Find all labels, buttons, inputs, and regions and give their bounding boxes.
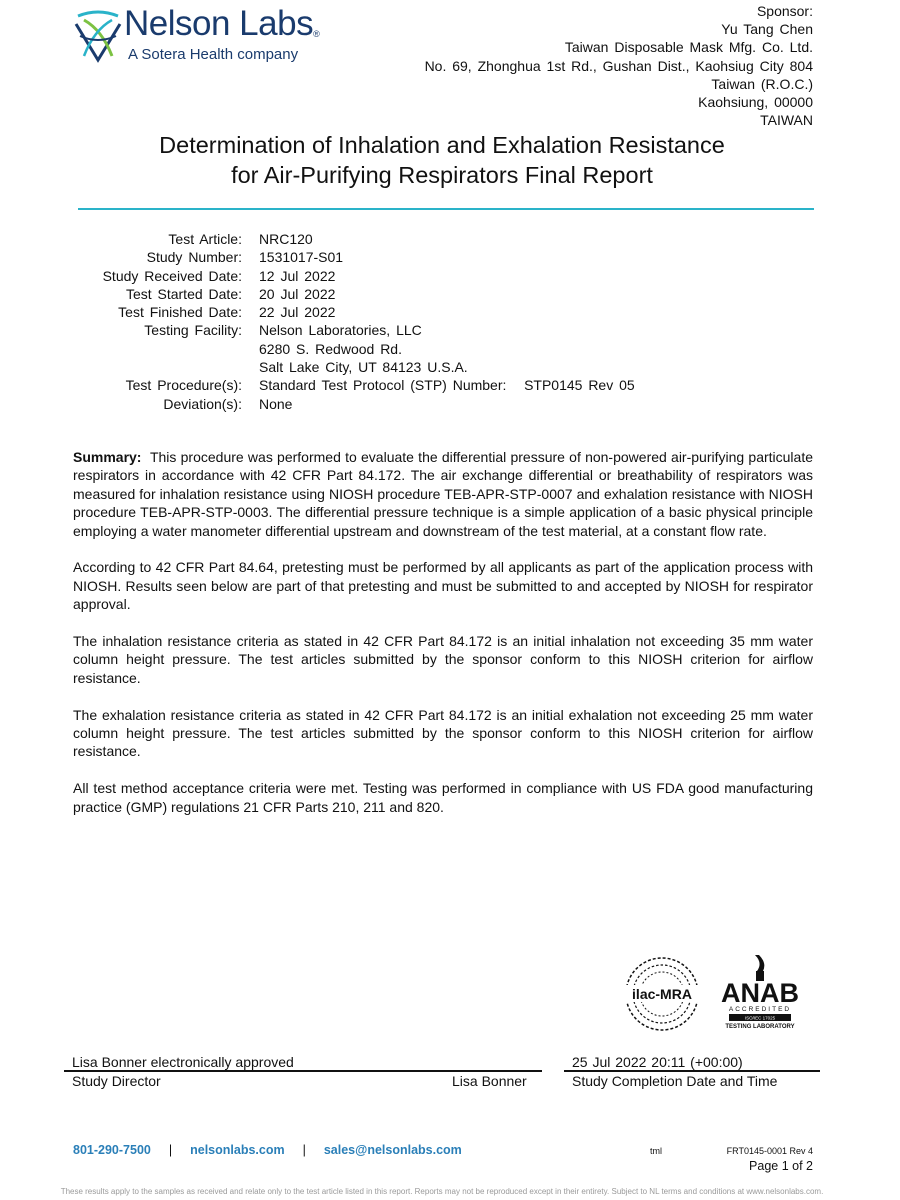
anab-accreditation-logo (711, 953, 809, 1033)
meta-value: Salt Lake City, UT 84123 U.S.A. (259, 359, 468, 376)
company-logo (72, 4, 332, 68)
anab-lab-text: TESTING LABORATORY (725, 1024, 795, 1030)
completion-datetime: 25 Jul 2022 20:11 (+00:00) (572, 1054, 743, 1070)
signature-approval: Lisa Bonner electronically approved (72, 1054, 294, 1070)
meta-value: 20 Jul 2022 (259, 285, 336, 302)
report-title (0, 130, 884, 190)
sponsor-company: Taiwan Disposable Mask Mfg. Co. Ltd. (564, 39, 813, 56)
meta-value: Standard Test Protocol (STP) Number: STP0145 Rev 05 (259, 377, 635, 394)
logo-wordmark: Nelson Labs® (124, 4, 320, 43)
compliance-paragraph: All test method acceptance criteria were met. Testing was performed in compliance with US FDA good manufacturing practice (GMP) regulations 21 CFR Parts 210, 211 and 820. (73, 780, 813, 815)
sponsor-address-line: Taiwan (R.O.C.) (711, 75, 813, 92)
pretesting-paragraph: According to 42 CFR Part 84.64, pretesting must be performed by all applicants as part of the application process with NIOSH. Results seen below are part of that pretesting and must be submitted to and accepted by NIOSH for respirator approval. (73, 559, 813, 613)
summary-text: This procedure was performed to evaluate the differential pressure of non-powered air-purifying particulate respirators in accordance with 42 CFR Part 84.172. The air exchange differential or breathability of respirators was measured for inhalation resistance using NIOSH procedure TEB-APR-STP-0007 and exhalation resistance with NIOSH procedure TEB-APR-STP-0003. The differential pressure technique is a simple application of a basic physical principle employing a water manometer differential upstream and downstream of the test material, at a constant flow rate. (73, 449, 814, 539)
footer-code: tml (650, 1146, 662, 1156)
sponsor-contact: Yu Tang Chen (721, 21, 813, 38)
logo-tagline: A Sotera Health company (128, 46, 299, 63)
sponsor-block (425, 2, 813, 129)
anab-text: ANAB (721, 978, 799, 1008)
meta-value: Nelson Laboratories, LLC (259, 322, 422, 339)
meta-value: 6280 S. Redwood Rd. (259, 340, 402, 357)
exhalation-paragraph: The exhalation resistance criteria as stated in 42 CFR Part 84.172 is an initial exhalation not exceeding 25 mm water column height pressure. The test articles submitted by the sponsor conform to this NIOSH criterion for airflow resistance. (73, 706, 813, 760)
report-body (73, 448, 813, 834)
signature-line (64, 1070, 542, 1072)
form-number: FRT0145-0001 Rev 4 (726, 1146, 813, 1156)
footer-website-link[interactable]: nelsonlabs.com (190, 1143, 285, 1157)
meta-label: Test Article: (168, 231, 242, 247)
summary-label: Summary: (73, 449, 142, 465)
meta-label: Test Started Date: (125, 285, 242, 302)
footer-email-link[interactable]: sales@nelsonlabs.com (323, 1143, 462, 1157)
report-title-line: for Air-Purifying Respirators Final Report (231, 162, 653, 188)
footer-separator: | (168, 1143, 173, 1157)
signer-name: Lisa Bonner (452, 1073, 527, 1089)
sponsor-address-line: No. 69, Zhonghua 1st Rd., Gushan Dist., Kaohsiug City 804 (424, 57, 813, 74)
meta-label: Study Received Date: (102, 267, 242, 284)
ilac-mra-text: ilac-MRA (632, 986, 692, 1002)
sponsor-country: TAIWAN (760, 112, 813, 129)
meta-label: Study Number: (146, 249, 242, 266)
footer-contacts (73, 1143, 462, 1157)
report-title-line: Determination of Inhalation and Exhalation Resistance (159, 132, 725, 158)
meta-value: 22 Jul 2022 (259, 304, 336, 321)
footer-separator: | (302, 1143, 306, 1157)
meta-label: Testing Facility: (144, 322, 242, 339)
ilac-mra-logo (623, 955, 701, 1033)
sponsor-label: Sponsor: (756, 3, 813, 19)
completion-date-label: Study Completion Date and Time (572, 1073, 778, 1089)
summary-paragraph (73, 448, 813, 540)
meta-value: NRC120 (259, 231, 313, 247)
page-number: Page 1 of 2 (749, 1159, 813, 1173)
sponsor-address-line: Kaohsiung, 00000 (698, 94, 813, 111)
anab-accredited-text: ACCREDITED (728, 1006, 792, 1013)
meta-label: Test Procedure(s): (125, 377, 242, 394)
anab-iso-text: ISO/IEC 17025 (744, 1015, 776, 1021)
meta-value: 12 Jul 2022 (259, 267, 336, 284)
footer-phone[interactable]: 801-290-7500 (73, 1143, 151, 1157)
inhalation-paragraph: The inhalation resistance criteria as stated in 42 CFR Part 84.172 is an initial inhalation not exceeding 35 mm water column height pressure. The test articles submitted by the sponsor conform to this NIOSH criterion for airflow resistance. (73, 633, 813, 686)
meta-label: Deviation(s): (163, 395, 242, 412)
signer-role: Study Director (72, 1073, 161, 1089)
meta-value: None (259, 395, 293, 412)
footer-disclaimer: These results apply to the samples as received and relate only to the test article listed in this report. Reports may not be reproduced except in their entirety. Subject to NL terms and conditions at www.nelsonlabs.com. (60, 1187, 824, 1196)
title-divider (78, 208, 814, 210)
date-line (564, 1070, 820, 1072)
meta-label: Test Finished Date: (118, 304, 242, 321)
nelson-labs-logo-icon (72, 6, 124, 64)
meta-value: 1531017-S01 (259, 249, 344, 266)
